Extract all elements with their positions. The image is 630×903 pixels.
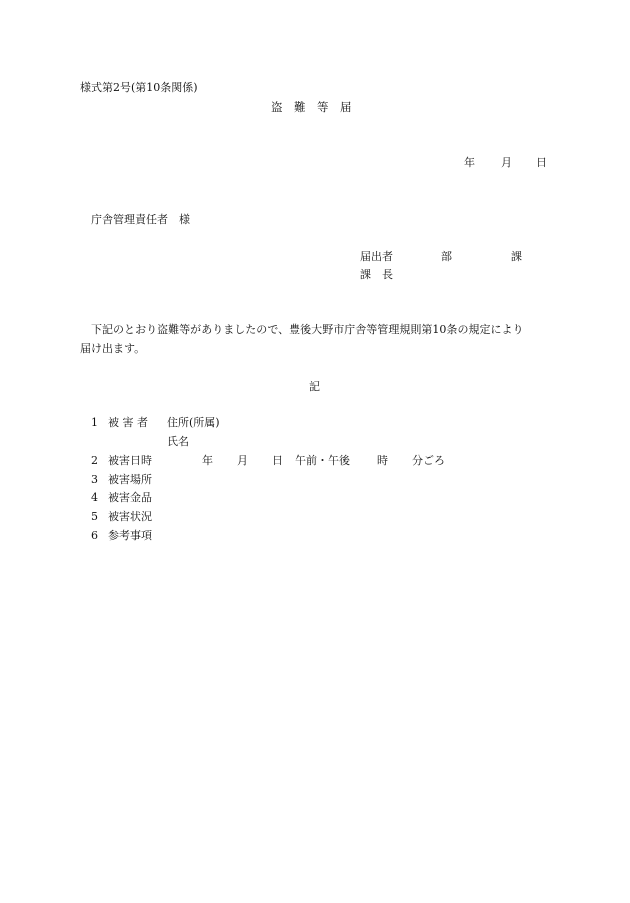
item-label: 被害状況 <box>108 510 152 523</box>
victim-address-label: 住所(所属) <box>167 416 220 429</box>
submitter-section: 課 <box>511 250 522 263</box>
incident-ampm: 午前・午後 <box>295 454 350 467</box>
note-heading: 記 <box>309 380 320 393</box>
item-label: 被害金品 <box>108 491 152 504</box>
date-month: 月 <box>501 156 512 169</box>
body-text-line1: 下記のとおり盗難等がありましたので、豊後大野市庁舎等管理規則第10条の規定により <box>91 323 524 336</box>
item-number: 2 <box>91 454 98 467</box>
body-text-line2: 届け出ます。 <box>80 342 146 355</box>
addressee: 庁舎管理責任者 様 <box>91 213 190 226</box>
item-label: 被害日時 <box>108 454 152 467</box>
item-number: 4 <box>91 491 98 504</box>
date-day: 日 <box>536 156 547 169</box>
incident-hour: 時 <box>377 454 388 467</box>
victim-name-label: 氏名 <box>167 435 189 448</box>
incident-minute: 分ごろ <box>412 454 445 467</box>
submitter-label: 届出者 <box>360 250 393 263</box>
item-number: 3 <box>91 473 98 486</box>
item-number: 1 <box>91 416 98 429</box>
incident-day: 日 <box>272 454 283 467</box>
incident-year: 年 <box>202 454 213 467</box>
date-year: 年 <box>464 156 475 169</box>
document-title: 盗 難 等 届 <box>271 100 352 114</box>
submitter-title: 課 長 <box>360 268 393 281</box>
incident-month: 月 <box>237 454 248 467</box>
form-number: 様式第2号(第10条関係) <box>80 81 198 94</box>
submitter-department: 部 <box>441 250 452 263</box>
item-label: 被害場所 <box>108 473 152 486</box>
item-number: 5 <box>91 510 98 523</box>
item-label: 参考事項 <box>108 529 152 542</box>
item-number: 6 <box>91 529 98 542</box>
item-label: 被 害 者 <box>108 416 148 429</box>
